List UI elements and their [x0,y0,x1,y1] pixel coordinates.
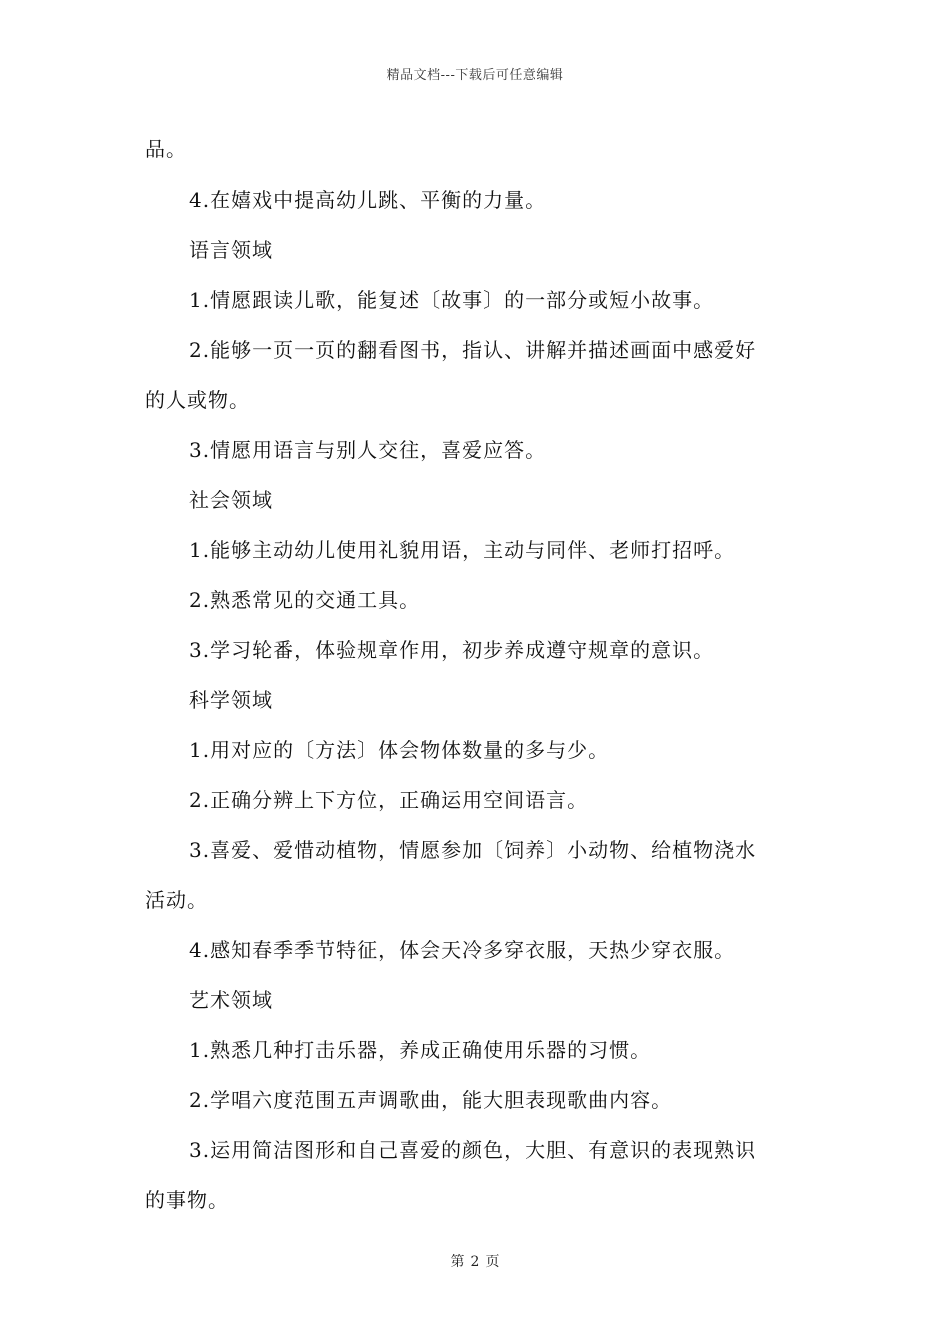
paragraph-line: 4.感知春季季节特征，体会天冷多穿衣服，天热少穿衣服。 [189,938,736,962]
page-suffix: 页 [485,1254,500,1270]
paragraph-line: 2.熟悉常见的交通工具。 [189,588,421,612]
paragraph-line: 3.学习轮番，体验规章作用，初步养成遵守规章的意识。 [189,638,715,662]
paragraph-line: 1.熟悉几种打击乐器，养成正确使用乐器的习惯。 [189,1038,652,1062]
paragraph-line: 2.学唱六度范围五声调歌曲，能大胆表现歌曲内容。 [189,1088,673,1112]
paragraph-line: 1.能够主动幼儿使用礼貌用语，主动与同伴、老师打招呼。 [189,538,736,562]
page-footer [0,1251,950,1271]
paragraph-line: 的事物。 [145,1188,229,1212]
paragraph-line: 4.在嬉戏中提高幼儿跳、平衡的力量。 [189,188,547,212]
section-heading: 艺术领域 [189,988,273,1012]
page-header: 精品文档---下载后可任意编辑 [386,68,564,83]
section-heading: 社会领域 [189,488,273,512]
section-heading: 科学领域 [189,688,273,712]
paragraph-line: 1.用对应的〔方法〕体会物体数量的多与少。 [189,738,610,762]
paragraph-line: 1.情愿跟读儿歌，能复述〔故事〕的一部分或短小故事。 [189,288,715,312]
paragraph-line: 3.情愿用语言与别人交往，喜爱应答。 [189,438,547,462]
paragraph-line: 3.运用简洁图形和自己喜爱的颜色，大胆、有意识的表现熟识 [189,1138,757,1162]
paragraph-line: 2.能够一页一页的翻看图书，指认、讲解并描述画面中感爱好 [189,338,757,362]
paragraph-line: 3.喜爱、爱惜动植物，情愿参加〔饲养〕小动物、给植物浇水 [189,838,757,862]
paragraph-line: 2.正确分辨上下方位，正确运用空间语言。 [189,788,589,812]
page-prefix: 第 [450,1254,465,1270]
paragraph-line: 品。 [145,137,187,161]
paragraph-line: 的人或物。 [145,388,250,412]
section-heading: 语言领域 [189,238,273,262]
page-number: 2 [470,1254,480,1270]
paragraph-line: 活动。 [145,888,208,912]
